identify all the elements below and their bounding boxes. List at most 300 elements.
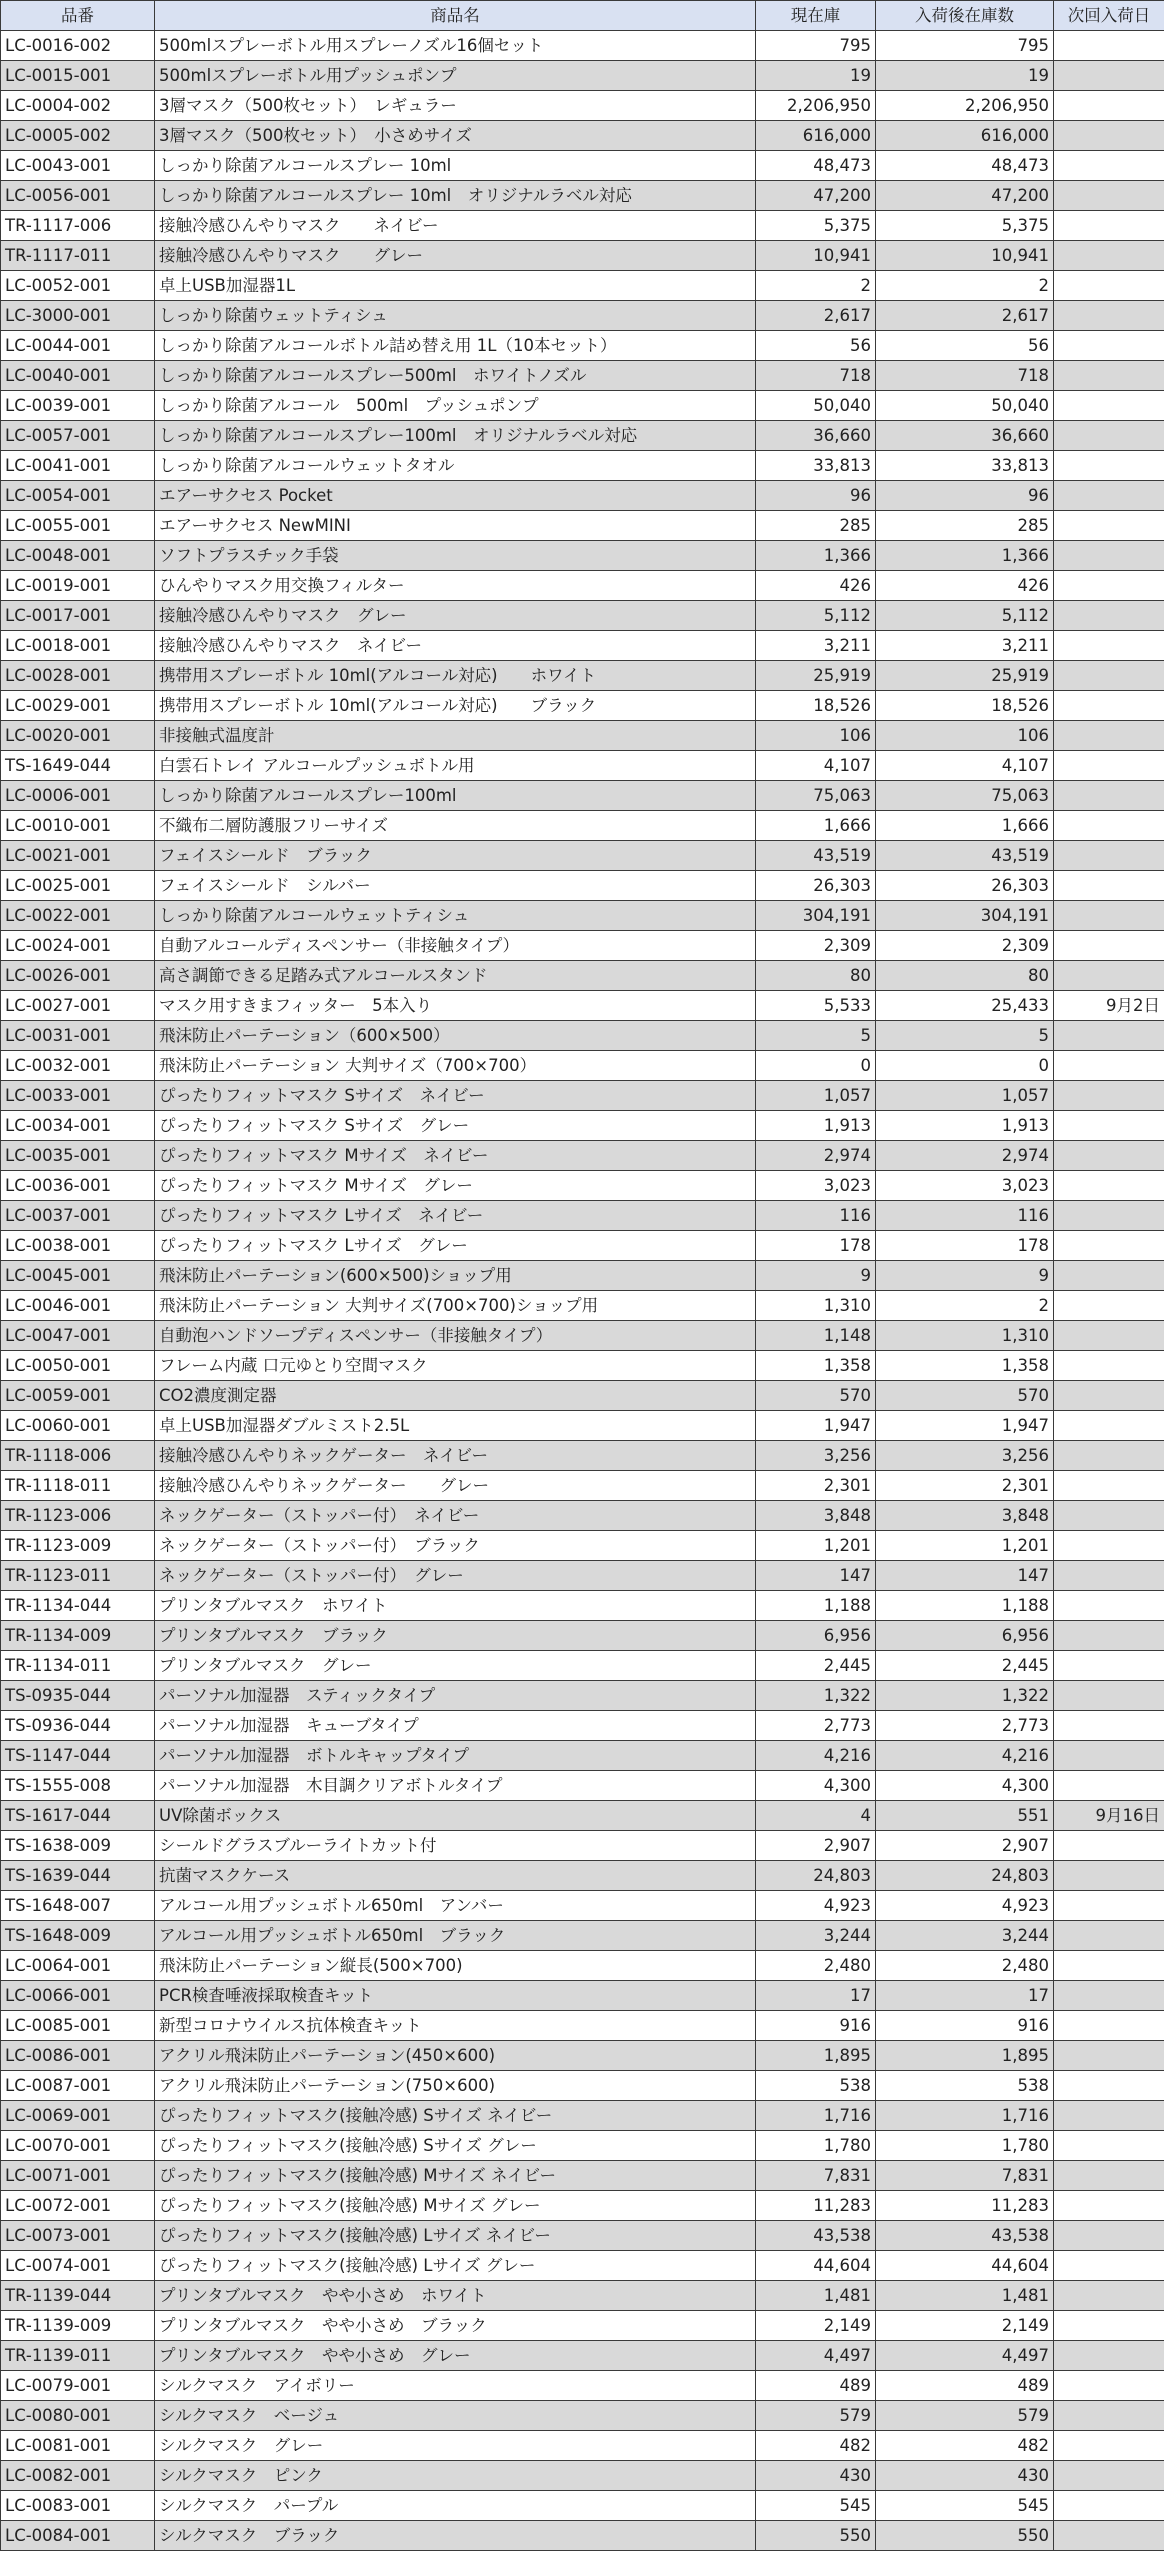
table-row bbox=[1, 961, 1164, 991]
cell-product-name: しっかり除菌アルコールスプレー100ml オリジナルラベル対応 bbox=[155, 421, 756, 451]
cell-next-arrival-date bbox=[1054, 2041, 1164, 2071]
cell-stock-after-arrival: 482 bbox=[876, 2431, 1054, 2461]
cell-product-name: 飛沫防止パーテーション（600×500） bbox=[155, 1021, 756, 1051]
cell-next-arrival-date bbox=[1054, 1771, 1164, 1801]
cell-next-arrival-date bbox=[1054, 2521, 1164, 2551]
cell-product-name: シルクマスク パープル bbox=[155, 2491, 756, 2521]
cell-product-name: プリンタブルマスク やや小さめ グレー bbox=[155, 2341, 756, 2371]
cell-stock-after-arrival: 48,473 bbox=[876, 151, 1054, 181]
cell-next-arrival-date bbox=[1054, 391, 1164, 421]
cell-product-name: 接触冷感ひんやりネックゲーター グレー bbox=[155, 1471, 756, 1501]
cell-product-code: LC-0056-001 bbox=[1, 181, 155, 211]
table-row bbox=[1, 1591, 1164, 1621]
cell-product-name: 接触冷感ひんやりマスク グレー bbox=[155, 601, 756, 631]
cell-product-code: LC-0039-001 bbox=[1, 391, 155, 421]
cell-current-stock: 43,538 bbox=[756, 2221, 876, 2251]
cell-product-code: LC-0060-001 bbox=[1, 1411, 155, 1441]
cell-product-name: ぴったりフィットマスク Mサイズ ネイビー bbox=[155, 1141, 756, 1171]
cell-product-name: パーソナル加湿器 木目調クリアボトルタイプ bbox=[155, 1771, 756, 1801]
cell-stock-after-arrival: 116 bbox=[876, 1201, 1054, 1231]
table-row bbox=[1, 1951, 1164, 1981]
cell-stock-after-arrival: 2,445 bbox=[876, 1651, 1054, 1681]
cell-next-arrival-date bbox=[1054, 1561, 1164, 1591]
cell-product-name: しっかり除菌アルコールウェットティシュ bbox=[155, 901, 756, 931]
table-row bbox=[1, 691, 1164, 721]
cell-current-stock: 19 bbox=[756, 61, 876, 91]
cell-product-name: 3層マスク（500枚セット） 小さめサイズ bbox=[155, 121, 756, 151]
cell-current-stock: 10,941 bbox=[756, 241, 876, 271]
cell-product-code: TS-1639-044 bbox=[1, 1861, 155, 1891]
table-row bbox=[1, 121, 1164, 151]
cell-stock-after-arrival: 1,481 bbox=[876, 2281, 1054, 2311]
cell-stock-after-arrival: 3,244 bbox=[876, 1921, 1054, 1951]
cell-stock-after-arrival: 2,617 bbox=[876, 301, 1054, 331]
cell-product-code: LC-0027-001 bbox=[1, 991, 155, 1021]
table-row bbox=[1, 1141, 1164, 1171]
cell-product-name: アルコール用プッシュボトル650ml アンバー bbox=[155, 1891, 756, 1921]
cell-stock-after-arrival: 4,300 bbox=[876, 1771, 1054, 1801]
cell-stock-after-arrival: 44,604 bbox=[876, 2251, 1054, 2281]
cell-product-code: LC-0054-001 bbox=[1, 481, 155, 511]
cell-next-arrival-date bbox=[1054, 271, 1164, 301]
cell-current-stock: 44,604 bbox=[756, 2251, 876, 2281]
cell-next-arrival-date bbox=[1054, 151, 1164, 181]
cell-product-name: ネックゲーター（ストッパー付） ブラック bbox=[155, 1531, 756, 1561]
cell-next-arrival-date bbox=[1054, 61, 1164, 91]
cell-product-name: 接触冷感ひんやりマスク グレー bbox=[155, 241, 756, 271]
cell-product-code: LC-0059-001 bbox=[1, 1381, 155, 1411]
cell-current-stock: 3,256 bbox=[756, 1441, 876, 1471]
cell-next-arrival-date bbox=[1054, 1111, 1164, 1141]
cell-stock-after-arrival: 17 bbox=[876, 1981, 1054, 2011]
table-row bbox=[1, 541, 1164, 571]
cell-product-code: LC-0043-001 bbox=[1, 151, 155, 181]
cell-next-arrival-date bbox=[1054, 1261, 1164, 1291]
cell-next-arrival-date bbox=[1054, 1081, 1164, 1111]
cell-next-arrival-date: 9月2日 bbox=[1054, 991, 1164, 1021]
cell-current-stock: 2,617 bbox=[756, 301, 876, 331]
cell-next-arrival-date bbox=[1054, 1201, 1164, 1231]
cell-product-name: プリンタブルマスク グレー bbox=[155, 1651, 756, 1681]
cell-stock-after-arrival: 1,895 bbox=[876, 2041, 1054, 2071]
cell-product-name: アルコール用プッシュボトル650ml ブラック bbox=[155, 1921, 756, 1951]
table-row bbox=[1, 1351, 1164, 1381]
cell-product-code: TS-1648-007 bbox=[1, 1891, 155, 1921]
cell-stock-after-arrival: 4,107 bbox=[876, 751, 1054, 781]
cell-product-code: LC-0037-001 bbox=[1, 1201, 155, 1231]
cell-product-name: 非接触式温度計 bbox=[155, 721, 756, 751]
cell-product-code: LC-0017-001 bbox=[1, 601, 155, 631]
table-row bbox=[1, 1621, 1164, 1651]
cell-stock-after-arrival: 550 bbox=[876, 2521, 1054, 2551]
cell-product-code: LC-0073-001 bbox=[1, 2221, 155, 2251]
cell-product-name: ぴったりフィットマスク Lサイズ ネイビー bbox=[155, 1201, 756, 1231]
table-row bbox=[1, 1981, 1164, 2011]
cell-next-arrival-date bbox=[1054, 1861, 1164, 1891]
cell-product-name: 自動アルコールディスペンサー（非接触タイプ） bbox=[155, 931, 756, 961]
cell-next-arrival-date bbox=[1054, 1351, 1164, 1381]
cell-product-code: LC-0081-001 bbox=[1, 2431, 155, 2461]
table-row bbox=[1, 1531, 1164, 1561]
cell-product-code: LC-0015-001 bbox=[1, 61, 155, 91]
table-row bbox=[1, 1441, 1164, 1471]
cell-current-stock: 2,309 bbox=[756, 931, 876, 961]
cell-next-arrival-date bbox=[1054, 1981, 1164, 2011]
cell-product-name: 卓上USB加湿器ダブルミスト2.5L bbox=[155, 1411, 756, 1441]
cell-product-code: LC-0036-001 bbox=[1, 1171, 155, 1201]
cell-next-arrival-date bbox=[1054, 511, 1164, 541]
table-row bbox=[1, 271, 1164, 301]
cell-stock-after-arrival: 718 bbox=[876, 361, 1054, 391]
cell-product-code: LC-0033-001 bbox=[1, 1081, 155, 1111]
cell-current-stock: 4,216 bbox=[756, 1741, 876, 1771]
cell-current-stock: 2,445 bbox=[756, 1651, 876, 1681]
cell-current-stock: 2,149 bbox=[756, 2311, 876, 2341]
cell-product-code: TR-1123-006 bbox=[1, 1501, 155, 1531]
cell-current-stock: 5,112 bbox=[756, 601, 876, 631]
cell-next-arrival-date bbox=[1054, 1501, 1164, 1531]
table-row bbox=[1, 871, 1164, 901]
table-row bbox=[1, 1261, 1164, 1291]
cell-product-code: LC-0074-001 bbox=[1, 2251, 155, 2281]
cell-product-code: LC-0052-001 bbox=[1, 271, 155, 301]
cell-current-stock: 1,188 bbox=[756, 1591, 876, 1621]
cell-stock-after-arrival: 489 bbox=[876, 2371, 1054, 2401]
cell-product-code: LC-0048-001 bbox=[1, 541, 155, 571]
cell-current-stock: 3,023 bbox=[756, 1171, 876, 1201]
cell-product-code: TR-1134-044 bbox=[1, 1591, 155, 1621]
table-row bbox=[1, 1471, 1164, 1501]
table-row bbox=[1, 1561, 1164, 1591]
cell-product-code: LC-0041-001 bbox=[1, 451, 155, 481]
cell-next-arrival-date bbox=[1054, 1531, 1164, 1561]
cell-product-name: 新型コロナウイルス抗体検査キット bbox=[155, 2011, 756, 2041]
cell-product-name: ぴったりフィットマスク Sサイズ ネイビー bbox=[155, 1081, 756, 1111]
cell-product-code: TR-1117-006 bbox=[1, 211, 155, 241]
cell-product-name: ぴったりフィットマスク(接触冷感) Lサイズ グレー bbox=[155, 2251, 756, 2281]
cell-stock-after-arrival: 3,023 bbox=[876, 1171, 1054, 1201]
cell-product-name: パーソナル加湿器 キューブタイプ bbox=[155, 1711, 756, 1741]
table-row bbox=[1, 2221, 1164, 2251]
cell-current-stock: 75,063 bbox=[756, 781, 876, 811]
cell-stock-after-arrival: 47,200 bbox=[876, 181, 1054, 211]
cell-stock-after-arrival: 1,947 bbox=[876, 1411, 1054, 1441]
cell-current-stock: 116 bbox=[756, 1201, 876, 1231]
cell-stock-after-arrival: 1,188 bbox=[876, 1591, 1054, 1621]
cell-product-name: フェイスシールド シルバー bbox=[155, 871, 756, 901]
cell-product-code: LC-0050-001 bbox=[1, 1351, 155, 1381]
cell-current-stock: 1,913 bbox=[756, 1111, 876, 1141]
table-row bbox=[1, 2191, 1164, 2221]
cell-product-name: 500mlスプレーボトル用プッシュポンプ bbox=[155, 61, 756, 91]
cell-stock-after-arrival: 7,831 bbox=[876, 2161, 1054, 2191]
cell-current-stock: 1,666 bbox=[756, 811, 876, 841]
cell-stock-after-arrival: 545 bbox=[876, 2491, 1054, 2521]
table-row bbox=[1, 481, 1164, 511]
cell-product-code: LC-0024-001 bbox=[1, 931, 155, 961]
table-row bbox=[1, 2311, 1164, 2341]
cell-current-stock: 2,301 bbox=[756, 1471, 876, 1501]
table-row bbox=[1, 391, 1164, 421]
cell-stock-after-arrival: 2,309 bbox=[876, 931, 1054, 961]
table-row bbox=[1, 1021, 1164, 1051]
cell-product-code: LC-0085-001 bbox=[1, 2011, 155, 2041]
cell-product-name: しっかり除菌アルコールスプレー 10ml bbox=[155, 151, 756, 181]
cell-product-code: LC-0045-001 bbox=[1, 1261, 155, 1291]
cell-current-stock: 4,923 bbox=[756, 1891, 876, 1921]
table-row bbox=[1, 241, 1164, 271]
cell-stock-after-arrival: 3,848 bbox=[876, 1501, 1054, 1531]
cell-next-arrival-date bbox=[1054, 1411, 1164, 1441]
table-row bbox=[1, 571, 1164, 601]
cell-next-arrival-date bbox=[1054, 361, 1164, 391]
table-row bbox=[1, 1891, 1164, 1921]
cell-product-code: LC-0025-001 bbox=[1, 871, 155, 901]
cell-next-arrival-date bbox=[1054, 1831, 1164, 1861]
cell-product-name: ぴったりフィットマスク(接触冷感) Mサイズ ネイビー bbox=[155, 2161, 756, 2191]
cell-current-stock: 795 bbox=[756, 31, 876, 61]
cell-next-arrival-date bbox=[1054, 601, 1164, 631]
header-next-arrival-date: 次回入荷日 bbox=[1054, 1, 1164, 31]
cell-product-name: CO2濃度測定器 bbox=[155, 1381, 756, 1411]
cell-current-stock: 24,803 bbox=[756, 1861, 876, 1891]
cell-next-arrival-date bbox=[1054, 2401, 1164, 2431]
cell-next-arrival-date bbox=[1054, 751, 1164, 781]
cell-product-name: ぴったりフィットマスク(接触冷感) Lサイズ ネイビー bbox=[155, 2221, 756, 2251]
cell-product-name: ぴったりフィットマスク(接触冷感) Sサイズ グレー bbox=[155, 2131, 756, 2161]
cell-product-code: LC-0010-001 bbox=[1, 811, 155, 841]
cell-next-arrival-date bbox=[1054, 721, 1164, 751]
cell-stock-after-arrival: 5 bbox=[876, 1021, 1054, 1051]
cell-product-name: エアーサクセス Pocket bbox=[155, 481, 756, 511]
cell-current-stock: 426 bbox=[756, 571, 876, 601]
cell-product-code: LC-0079-001 bbox=[1, 2371, 155, 2401]
cell-next-arrival-date bbox=[1054, 2341, 1164, 2371]
cell-next-arrival-date bbox=[1054, 2311, 1164, 2341]
cell-current-stock: 25,919 bbox=[756, 661, 876, 691]
cell-product-code: LC-0005-002 bbox=[1, 121, 155, 151]
cell-product-name: ぴったりフィットマスク Mサイズ グレー bbox=[155, 1171, 756, 1201]
table-row bbox=[1, 1741, 1164, 1771]
cell-product-code: TS-1649-044 bbox=[1, 751, 155, 781]
cell-product-name: フェイスシールド ブラック bbox=[155, 841, 756, 871]
cell-next-arrival-date bbox=[1054, 2431, 1164, 2461]
cell-next-arrival-date bbox=[1054, 1621, 1164, 1651]
cell-product-name: 不織布二層防護服フリーサイズ bbox=[155, 811, 756, 841]
cell-stock-after-arrival: 33,813 bbox=[876, 451, 1054, 481]
cell-next-arrival-date bbox=[1054, 2161, 1164, 2191]
cell-next-arrival-date bbox=[1054, 631, 1164, 661]
table-row bbox=[1, 1681, 1164, 1711]
cell-next-arrival-date bbox=[1054, 121, 1164, 151]
cell-current-stock: 2,480 bbox=[756, 1951, 876, 1981]
table-row bbox=[1, 2281, 1164, 2311]
cell-next-arrival-date bbox=[1054, 1021, 1164, 1051]
cell-product-code: TS-1638-009 bbox=[1, 1831, 155, 1861]
cell-next-arrival-date bbox=[1054, 1711, 1164, 1741]
table-row bbox=[1, 1651, 1164, 1681]
cell-current-stock: 17 bbox=[756, 1981, 876, 2011]
cell-current-stock: 1,947 bbox=[756, 1411, 876, 1441]
cell-current-stock: 5,375 bbox=[756, 211, 876, 241]
cell-next-arrival-date bbox=[1054, 1051, 1164, 1081]
table-row bbox=[1, 1381, 1164, 1411]
cell-next-arrival-date bbox=[1054, 1321, 1164, 1351]
cell-next-arrival-date bbox=[1054, 2131, 1164, 2161]
cell-stock-after-arrival: 4,216 bbox=[876, 1741, 1054, 1771]
cell-product-code: LC-0055-001 bbox=[1, 511, 155, 541]
cell-stock-after-arrival: 96 bbox=[876, 481, 1054, 511]
cell-current-stock: 147 bbox=[756, 1561, 876, 1591]
table-row bbox=[1, 301, 1164, 331]
cell-product-code: LC-0047-001 bbox=[1, 1321, 155, 1351]
cell-product-code: TS-1147-044 bbox=[1, 1741, 155, 1771]
cell-current-stock: 43,519 bbox=[756, 841, 876, 871]
cell-stock-after-arrival: 9 bbox=[876, 1261, 1054, 1291]
cell-product-code: LC-0070-001 bbox=[1, 2131, 155, 2161]
table-row bbox=[1, 781, 1164, 811]
cell-product-name: プリンタブルマスク やや小さめ ブラック bbox=[155, 2311, 756, 2341]
cell-next-arrival-date bbox=[1054, 961, 1164, 991]
cell-current-stock: 1,358 bbox=[756, 1351, 876, 1381]
cell-stock-after-arrival: 538 bbox=[876, 2071, 1054, 2101]
cell-product-name: アクリル飛沫防止パーテーション(750×600) bbox=[155, 2071, 756, 2101]
cell-current-stock: 1,895 bbox=[756, 2041, 876, 2071]
table-row bbox=[1, 361, 1164, 391]
cell-product-name: 接触冷感ひんやりマスク ネイビー bbox=[155, 211, 756, 241]
cell-next-arrival-date bbox=[1054, 2221, 1164, 2251]
cell-stock-after-arrival: 1,310 bbox=[876, 1321, 1054, 1351]
table-row bbox=[1, 2521, 1164, 2551]
cell-next-arrival-date bbox=[1054, 931, 1164, 961]
cell-product-name: 飛沫防止パーテーション縦長(500×700) bbox=[155, 1951, 756, 1981]
cell-stock-after-arrival: 18,526 bbox=[876, 691, 1054, 721]
cell-product-name: ぴったりフィットマスク(接触冷感) Sサイズ ネイビー bbox=[155, 2101, 756, 2131]
cell-product-code: LC-0046-001 bbox=[1, 1291, 155, 1321]
cell-stock-after-arrival: 80 bbox=[876, 961, 1054, 991]
cell-stock-after-arrival: 0 bbox=[876, 1051, 1054, 1081]
cell-stock-after-arrival: 285 bbox=[876, 511, 1054, 541]
cell-next-arrival-date bbox=[1054, 1381, 1164, 1411]
cell-current-stock: 4,300 bbox=[756, 1771, 876, 1801]
cell-next-arrival-date bbox=[1054, 1231, 1164, 1261]
cell-current-stock: 18,526 bbox=[756, 691, 876, 721]
cell-stock-after-arrival: 2,773 bbox=[876, 1711, 1054, 1741]
cell-current-stock: 7,831 bbox=[756, 2161, 876, 2191]
cell-product-code: LC-0004-002 bbox=[1, 91, 155, 121]
cell-product-code: LC-0028-001 bbox=[1, 661, 155, 691]
cell-product-name: 飛沫防止パーテーション 大判サイズ(700×700)ショップ用 bbox=[155, 1291, 756, 1321]
table-row bbox=[1, 991, 1164, 1021]
cell-next-arrival-date bbox=[1054, 2461, 1164, 2491]
cell-stock-after-arrival: 304,191 bbox=[876, 901, 1054, 931]
cell-stock-after-arrival: 3,256 bbox=[876, 1441, 1054, 1471]
cell-product-code: TR-1139-044 bbox=[1, 2281, 155, 2311]
table-row bbox=[1, 1321, 1164, 1351]
cell-next-arrival-date bbox=[1054, 1171, 1164, 1201]
cell-current-stock: 489 bbox=[756, 2371, 876, 2401]
table-row bbox=[1, 2071, 1164, 2101]
cell-stock-after-arrival: 2,149 bbox=[876, 2311, 1054, 2341]
cell-current-stock: 9 bbox=[756, 1261, 876, 1291]
cell-product-name: プリンタブルマスク ブラック bbox=[155, 1621, 756, 1651]
cell-next-arrival-date bbox=[1054, 781, 1164, 811]
cell-stock-after-arrival: 3,211 bbox=[876, 631, 1054, 661]
cell-product-name: ネックゲーター（ストッパー付） ネイビー bbox=[155, 1501, 756, 1531]
header-product-name: 商品名 bbox=[155, 1, 756, 31]
cell-product-code: LC-0064-001 bbox=[1, 1951, 155, 1981]
cell-product-name: 接触冷感ひんやりマスク ネイビー bbox=[155, 631, 756, 661]
cell-current-stock: 285 bbox=[756, 511, 876, 541]
cell-current-stock: 1,310 bbox=[756, 1291, 876, 1321]
cell-product-code: LC-0038-001 bbox=[1, 1231, 155, 1261]
cell-stock-after-arrival: 430 bbox=[876, 2461, 1054, 2491]
cell-current-stock: 718 bbox=[756, 361, 876, 391]
table-row bbox=[1, 811, 1164, 841]
cell-current-stock: 80 bbox=[756, 961, 876, 991]
cell-current-stock: 4,107 bbox=[756, 751, 876, 781]
cell-stock-after-arrival: 616,000 bbox=[876, 121, 1054, 151]
cell-stock-after-arrival: 43,519 bbox=[876, 841, 1054, 871]
table-row bbox=[1, 2431, 1164, 2461]
cell-current-stock: 3,211 bbox=[756, 631, 876, 661]
cell-product-code: TS-1617-044 bbox=[1, 1801, 155, 1831]
table-row bbox=[1, 2101, 1164, 2131]
cell-product-name: パーソナル加湿器 スティックタイプ bbox=[155, 1681, 756, 1711]
cell-stock-after-arrival: 178 bbox=[876, 1231, 1054, 1261]
cell-current-stock: 5,533 bbox=[756, 991, 876, 1021]
cell-current-stock: 2,974 bbox=[756, 1141, 876, 1171]
cell-product-code: LC-0018-001 bbox=[1, 631, 155, 661]
cell-stock-after-arrival: 1,716 bbox=[876, 2101, 1054, 2131]
cell-product-code: LC-0080-001 bbox=[1, 2401, 155, 2431]
table-row bbox=[1, 1171, 1164, 1201]
table-row bbox=[1, 1081, 1164, 1111]
cell-next-arrival-date bbox=[1054, 2491, 1164, 2521]
cell-product-name: エアーサクセス NewMINI bbox=[155, 511, 756, 541]
cell-product-code: TR-1117-011 bbox=[1, 241, 155, 271]
cell-next-arrival-date bbox=[1054, 1951, 1164, 1981]
cell-product-name: 携帯用スプレーボトル 10ml(アルコール対応) ブラック bbox=[155, 691, 756, 721]
cell-stock-after-arrival: 916 bbox=[876, 2011, 1054, 2041]
table-row bbox=[1, 2161, 1164, 2191]
cell-product-name: PCR検査唾液採取検査キット bbox=[155, 1981, 756, 2011]
cell-stock-after-arrival: 426 bbox=[876, 571, 1054, 601]
cell-current-stock: 538 bbox=[756, 2071, 876, 2101]
cell-stock-after-arrival: 1,780 bbox=[876, 2131, 1054, 2161]
cell-product-name: シルクマスク アイボリー bbox=[155, 2371, 756, 2401]
cell-next-arrival-date bbox=[1054, 421, 1164, 451]
cell-next-arrival-date bbox=[1054, 2071, 1164, 2101]
cell-stock-after-arrival: 2,206,950 bbox=[876, 91, 1054, 121]
cell-product-code: LC-0026-001 bbox=[1, 961, 155, 991]
cell-current-stock: 0 bbox=[756, 1051, 876, 1081]
cell-current-stock: 5 bbox=[756, 1021, 876, 1051]
cell-stock-after-arrival: 43,538 bbox=[876, 2221, 1054, 2251]
cell-current-stock: 1,148 bbox=[756, 1321, 876, 1351]
table-row bbox=[1, 1231, 1164, 1261]
cell-next-arrival-date bbox=[1054, 1891, 1164, 1921]
table-row bbox=[1, 421, 1164, 451]
cell-product-code: TR-1118-011 bbox=[1, 1471, 155, 1501]
cell-current-stock: 4,497 bbox=[756, 2341, 876, 2371]
table-row bbox=[1, 1411, 1164, 1441]
cell-product-name: マスク用すきまフィッター 5本入り bbox=[155, 991, 756, 1021]
cell-next-arrival-date bbox=[1054, 1651, 1164, 1681]
cell-stock-after-arrival: 1,201 bbox=[876, 1531, 1054, 1561]
table-row bbox=[1, 2371, 1164, 2401]
cell-product-code: LC-0057-001 bbox=[1, 421, 155, 451]
